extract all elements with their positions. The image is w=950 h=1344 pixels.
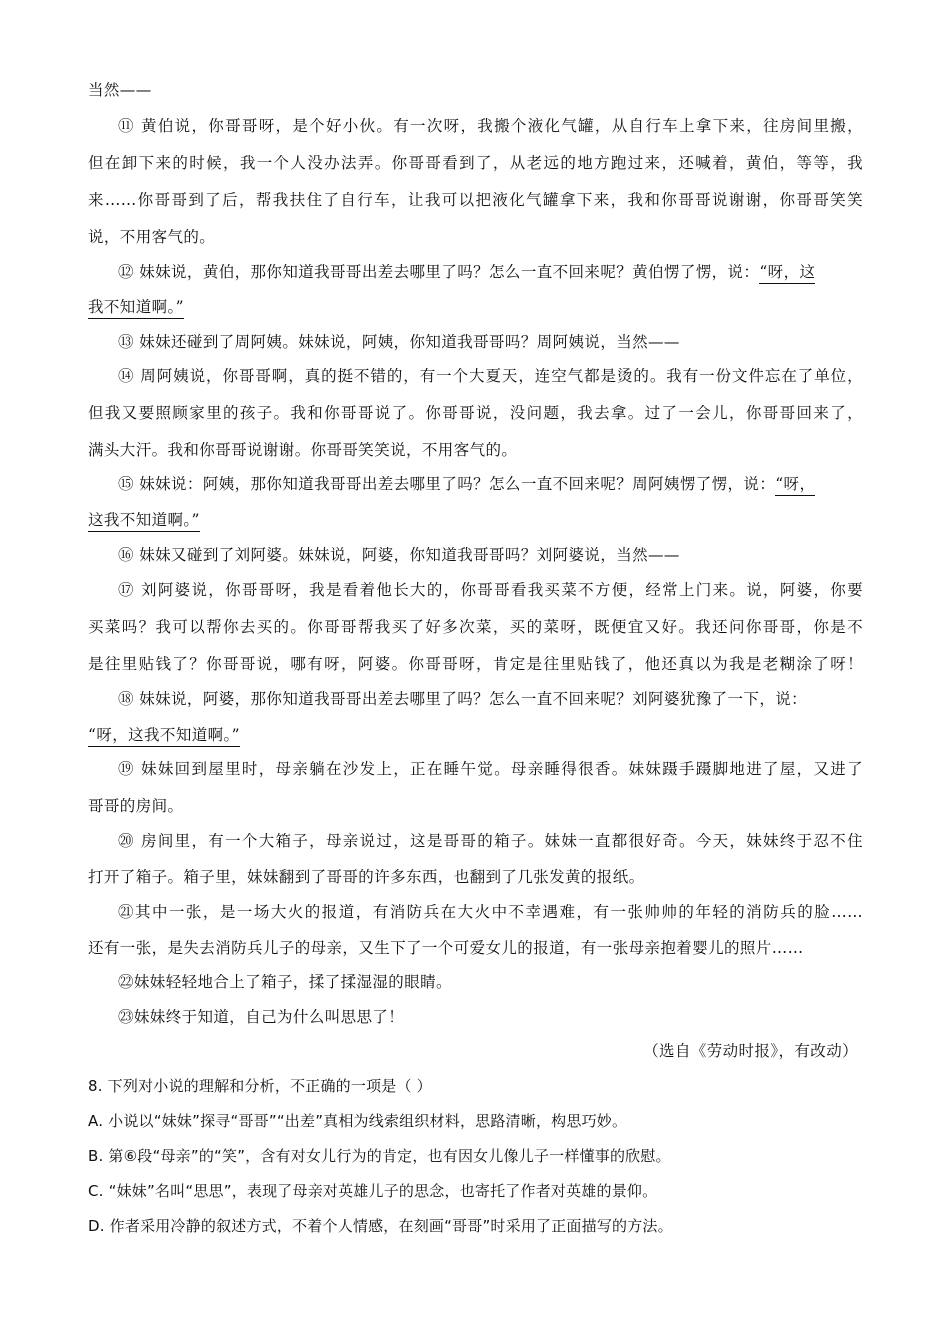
- paragraph-20-line-1: ⑳ 房间里，有一个大箱子，母亲说过，这是哥哥的箱子。妹妹一直都很好奇。今天，妹妹终于忍不住: [118, 832, 863, 850]
- option-a: A. 小说以“妹妹”探寻“哥哥”“出差”真相为线索组织材料，思路清晰，构思巧妙。: [88, 1112, 628, 1130]
- paragraph-14-line-2: 但我又要照顾家里的孩子。我和你哥哥说了。你哥哥说，没问题，我去拿。过了一会儿，你哥哥回来了，: [88, 404, 863, 422]
- option-d: D. 作者采用冷静的叙述方式，不着个人情感，在刻画“哥哥”时采用了正面描写的方法。: [88, 1217, 673, 1235]
- paragraph-13: ⑬ 妹妹还碰到了周阿姨。妹妹说，阿姨，你知道我哥哥吗？周阿姨说，当然——: [118, 333, 680, 351]
- paragraph-12-line-1: [118, 262, 863, 282]
- paragraph-16: ⑯ 妹妹又碰到了刘阿婆。妹妹说，阿婆，你知道我哥哥吗？刘阿婆说，当然——: [118, 546, 680, 564]
- paragraph-14-line-3: 满头大汗。我和你哥哥说谢谢。你哥哥笑笑说，不用客气的。: [88, 441, 518, 459]
- underlined-quote: “呀，这我不知道啊。”: [88, 726, 240, 747]
- paragraph-15-line-2: [88, 510, 863, 530]
- paragraph-18-line-2: [88, 725, 863, 745]
- paragraph-17-line-3: 是往里贴钱了？你哥哥说，哪有呀，阿婆。你哥哥呀，肯定是往里贴钱了，他还真以为我是老糊涂了呀！: [88, 655, 863, 673]
- paragraph-11-line-2: 但在卸下来的时候，我一个人没办法弄。你哥哥看到了，从老远的地方跑过来，还喊着，黄伯，等等，我: [88, 154, 863, 172]
- option-b: B. 第⑥段“母亲”的“笑”，含有对女儿行为的肯定，也有因女儿像儿子一样懂事的欣慰。: [88, 1147, 671, 1165]
- paragraph-19-line-1: ⑲ 妹妹回到屋里时，母亲躺在沙发上，正在睡午觉。母亲睡得很香。妹妹蹑手蹑脚地进了屋，又进了: [118, 760, 863, 778]
- question-8-stem: 8. 下列对小说的理解和分析，不正确的一项是（ ）: [88, 1077, 432, 1095]
- underlined-quote: “呀，这: [759, 263, 815, 284]
- paragraph-15-text: ⑮ 妹妹说：阿姨，那你知道我哥哥出差去哪里了吗？怎么一直不回来呢？周阿姨愣了愣，说：: [118, 475, 776, 493]
- paragraph-21-line-1: ㉑其中一张，是一场大火的报道，有消防兵在大火中不幸遇难，有一张帅帅的年轻的消防兵的脸……: [118, 903, 863, 921]
- paragraph-11-line-3: 来……你哥哥到了后，帮我扶住了自行车，让我可以把液化气罐拿下来，我和你哥哥说谢谢，你哥哥笑笑: [88, 191, 863, 209]
- underlined-quote: 我不知道啊。”: [88, 298, 184, 319]
- paragraph-21-line-2: 还有一张，是失去消防兵儿子的母亲，又生下了一个可爱女儿的报道，有一张母亲抱着婴儿的照片……: [88, 939, 804, 957]
- option-c: C. “妹妹”名叫“思思”，表现了母亲对英雄儿子的思念，也寄托了作者对英雄的景仰。: [88, 1182, 658, 1200]
- paragraph-23: ㉓妹妹终于知道，自己为什么叫思思了！: [118, 1008, 405, 1026]
- paragraph-15-line-1: [118, 474, 863, 494]
- underlined-quote: “呀，: [775, 475, 815, 496]
- paragraph-12-text: ⑫ 妹妹说，黄伯，那你知道我哥哥出差去哪里了吗？怎么一直不回来呢？黄伯愣了愣，说：: [118, 263, 760, 281]
- paragraph-18-line-1: ⑱ 妹妹说，阿婆，那你知道我哥哥出差去哪里了吗？怎么一直不回来呢？刘阿婆犹豫了一下，说：: [118, 690, 808, 708]
- paragraph-20-line-2: 打开了箱子。箱子里，妹妹翻到了哥哥的许多东西，也翻到了几张发黄的报纸。: [88, 868, 645, 886]
- paragraph-17-line-2: 买菜吗？我可以帮你去买的。你哥哥帮我买了好多次菜，买的菜呀，既便宜又好。我还问你哥哥，你是不: [88, 618, 863, 636]
- paragraph-10-end: 当然——: [88, 81, 152, 99]
- paragraph-12-line-2: [88, 297, 863, 317]
- paragraph-14-line-1: ⑭ 周阿姨说，你哥哥啊，真的挺不错的，有一个大夏天，连空气都是烫的。我有一份文件忘在了单位，: [118, 367, 863, 385]
- paragraph-22: ㉒妹妹轻轻地合上了箱子，揉了揉湿湿的眼睛。: [118, 973, 452, 991]
- paragraph-11-line-4: 说，不用客气的。: [88, 228, 216, 246]
- paragraph-17-line-1: ⑰ 刘阿婆说，你哥哥呀，我是看着他长大的，你哥哥看我买菜不方便，经常上门来。说，阿婆，你要: [118, 581, 863, 599]
- paragraph-19-line-2: 哥哥的房间。: [88, 797, 184, 815]
- underlined-quote: 这我不知道啊。”: [88, 511, 200, 532]
- source-citation: （选自《劳动时报》，有改动）: [643, 1042, 858, 1060]
- paragraph-11-line-1: ⑪ 黄伯说，你哥哥呀，是个好小伙。有一次呀，我搬个液化气罐，从自行车上拿下来，往房间里搬，: [118, 117, 863, 135]
